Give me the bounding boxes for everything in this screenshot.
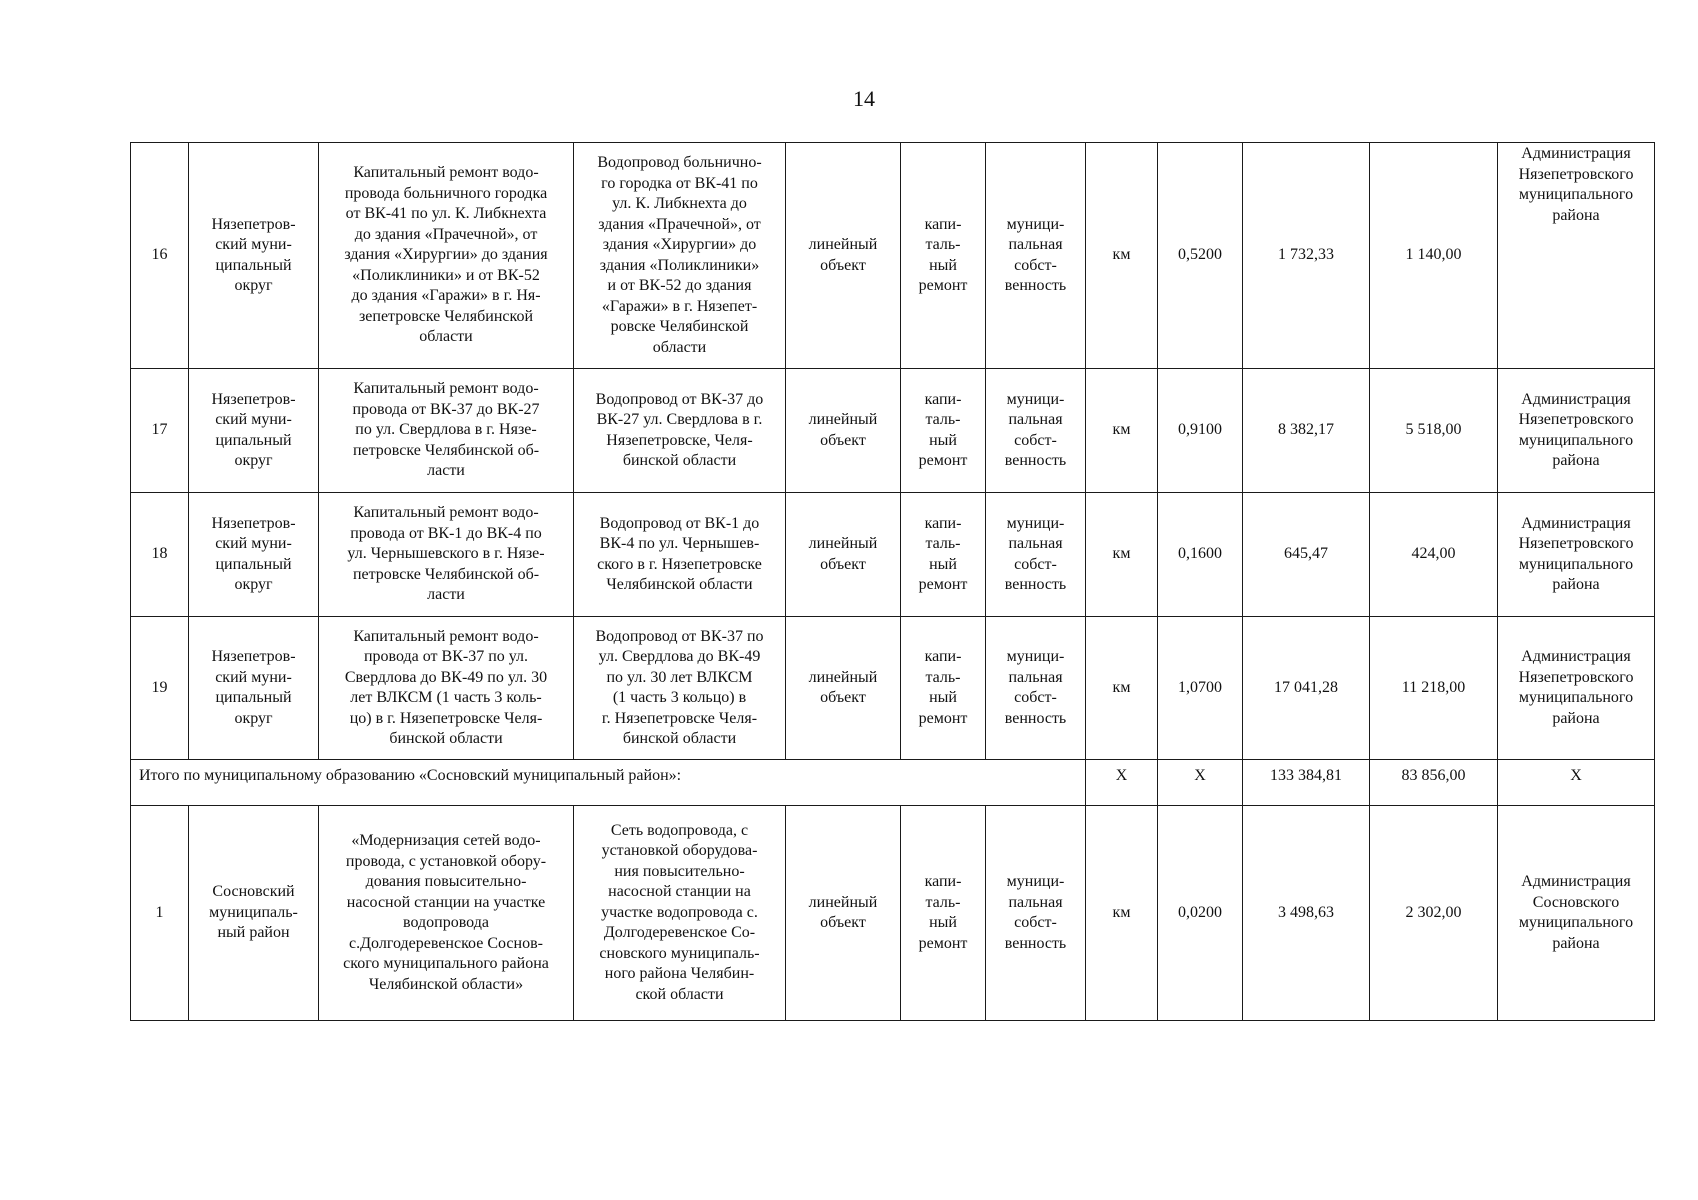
- quantity-cell: 0,5200: [1158, 143, 1243, 369]
- table-row: [131, 493, 1655, 617]
- unit-cell: км: [1086, 493, 1158, 617]
- total-row: [131, 760, 1655, 806]
- event-cell: Капитальный ремонт водо- провода больничного городка от ВК-41 по ул. К. Либкнехта до здания «Прачечной», от здания «Хирургии» до здания «Поликлиники» и от ВК-52 до здания «Гаражи» в г. Ня- зепетровске Челябинской области: [319, 143, 574, 369]
- work-type-cell: капи- таль- ный ремонт: [901, 617, 986, 760]
- total-quantity: X: [1158, 760, 1243, 806]
- municipality-cell: Нязепетров- ский муни- ципальный округ: [189, 143, 319, 369]
- customer-cell: Администрация Нязепетровского муниципального района: [1498, 493, 1655, 617]
- ownership-cell: муници- пальная собст- венность: [986, 806, 1086, 1021]
- quantity-cell: 0,1600: [1158, 493, 1243, 617]
- total-cost-cell: 17 041,28: [1243, 617, 1370, 760]
- customer-cell: Администрация Нязепетровского муниципального района: [1498, 143, 1655, 369]
- unit-cell: км: [1086, 143, 1158, 369]
- object-type-cell: линейный объект: [786, 806, 901, 1021]
- page-number: 14: [853, 86, 875, 111]
- municipality-cell: Нязепетров- ский муни- ципальный округ: [189, 617, 319, 760]
- subsidy-cell: 11 218,00: [1370, 617, 1498, 760]
- object-type-cell: линейный объект: [786, 493, 901, 617]
- object-cell: Водопровод больнично- го городка от ВК-41 по ул. К. Либкнехта до здания «Прачечной», от здания «Хирургии» до здания «Поликлиники» и от ВК-52 до здания «Гаражи» в г. Нязепет- ровске Челябинской области: [574, 143, 786, 369]
- table-row: [131, 617, 1655, 760]
- quantity-cell: 1,0700: [1158, 617, 1243, 760]
- municipality-cell: Сосновский муниципаль- ный район: [189, 806, 319, 1021]
- total-unit: X: [1086, 760, 1158, 806]
- subsidy-cell: 5 518,00: [1370, 369, 1498, 493]
- row-number: 18: [131, 493, 189, 617]
- unit-cell: км: [1086, 369, 1158, 493]
- work-type-cell: капи- таль- ный ремонт: [901, 493, 986, 617]
- table-row: [131, 806, 1655, 1021]
- ownership-cell: муници- пальная собст- венность: [986, 369, 1086, 493]
- total-cost-cell: 1 732,33: [1243, 143, 1370, 369]
- table-row: [131, 369, 1655, 493]
- customer-cell: Администрация Нязепетровского муниципального района: [1498, 617, 1655, 760]
- total-cost-cell: 645,47: [1243, 493, 1370, 617]
- work-type-cell: капи- таль- ный ремонт: [901, 369, 986, 493]
- event-cell: Капитальный ремонт водо- провода от ВК-1 до ВК-4 по ул. Чернышевского в г. Нязе- петровске Челябинской об- ласти: [319, 493, 574, 617]
- event-cell: Капитальный ремонт водо- провода от ВК-37 по ул. Свердлова до ВК-49 по ул. 30 лет ВЛКСМ (1 часть 3 коль- цо) в г. Нязепетровске Челя- бинской области: [319, 617, 574, 760]
- ownership-cell: муници- пальная собст- венность: [986, 493, 1086, 617]
- ownership-cell: муници- пальная собст- венность: [986, 617, 1086, 760]
- total-customer: X: [1498, 760, 1655, 806]
- work-type-cell: капи- таль- ный ремонт: [901, 806, 986, 1021]
- total-label: Итого по муниципальному образованию «Сосновский муниципальный район»:: [131, 760, 1086, 806]
- ownership-cell: муници- пальная собст- венность: [986, 143, 1086, 369]
- object-type-cell: линейный объект: [786, 369, 901, 493]
- unit-cell: км: [1086, 617, 1158, 760]
- customer-cell: Администрация Сосновского муниципального района: [1498, 806, 1655, 1021]
- object-cell: Водопровод от ВК-1 до ВК-4 по ул. Чернышев- ского в г. Нязепетровске Челябинской области: [574, 493, 786, 617]
- row-number: 19: [131, 617, 189, 760]
- total-cost-cell: 3 498,63: [1243, 806, 1370, 1021]
- total-subsidy: 83 856,00: [1370, 760, 1498, 806]
- customer-cell: Администрация Нязепетровского муниципального района: [1498, 369, 1655, 493]
- objects-table: [130, 142, 1655, 1021]
- object-type-cell: линейный объект: [786, 617, 901, 760]
- table-row: [131, 143, 1655, 369]
- municipality-cell: Нязепетров- ский муни- ципальный округ: [189, 369, 319, 493]
- quantity-cell: 0,0200: [1158, 806, 1243, 1021]
- object-cell: Водопровод от ВК-37 до ВК-27 ул. Свердлова в г. Нязепетровске, Челя- бинской области: [574, 369, 786, 493]
- row-number: 1: [131, 806, 189, 1021]
- total-cost: 133 384,81: [1243, 760, 1370, 806]
- subsidy-cell: 1 140,00: [1370, 143, 1498, 369]
- work-type-cell: капи- таль- ный ремонт: [901, 143, 986, 369]
- unit-cell: км: [1086, 806, 1158, 1021]
- object-type-cell: линейный объект: [786, 143, 901, 369]
- event-cell: «Модернизация сетей водо- провода, с установкой обору- дования повысительно- насосной станции на участке водопровода с.Долгодеревенское Соснов- ского муниципального района Челябинской области»: [319, 806, 574, 1021]
- event-cell: Капитальный ремонт водо- провода от ВК-37 до ВК-27 по ул. Свердлова в г. Нязе- петровске Челябинской об- ласти: [319, 369, 574, 493]
- municipality-cell: Нязепетров- ский муни- ципальный округ: [189, 493, 319, 617]
- subsidy-cell: 424,00: [1370, 493, 1498, 617]
- row-number: 17: [131, 369, 189, 493]
- total-cost-cell: 8 382,17: [1243, 369, 1370, 493]
- object-cell: Водопровод от ВК-37 по ул. Свердлова до ВК-49 по ул. 30 лет ВЛКСМ (1 часть 3 кольцо) в г. Нязепетровске Челя- бинской области: [574, 617, 786, 760]
- row-number: 16: [131, 143, 189, 369]
- subsidy-cell: 2 302,00: [1370, 806, 1498, 1021]
- quantity-cell: 0,9100: [1158, 369, 1243, 493]
- object-cell: Сеть водопровода, с установкой оборудова- ния повысительно- насосной станции на участке водопровода с. Долгодеревенское Со- сновского муниципаль- ного района Челябин- ской области: [574, 806, 786, 1021]
